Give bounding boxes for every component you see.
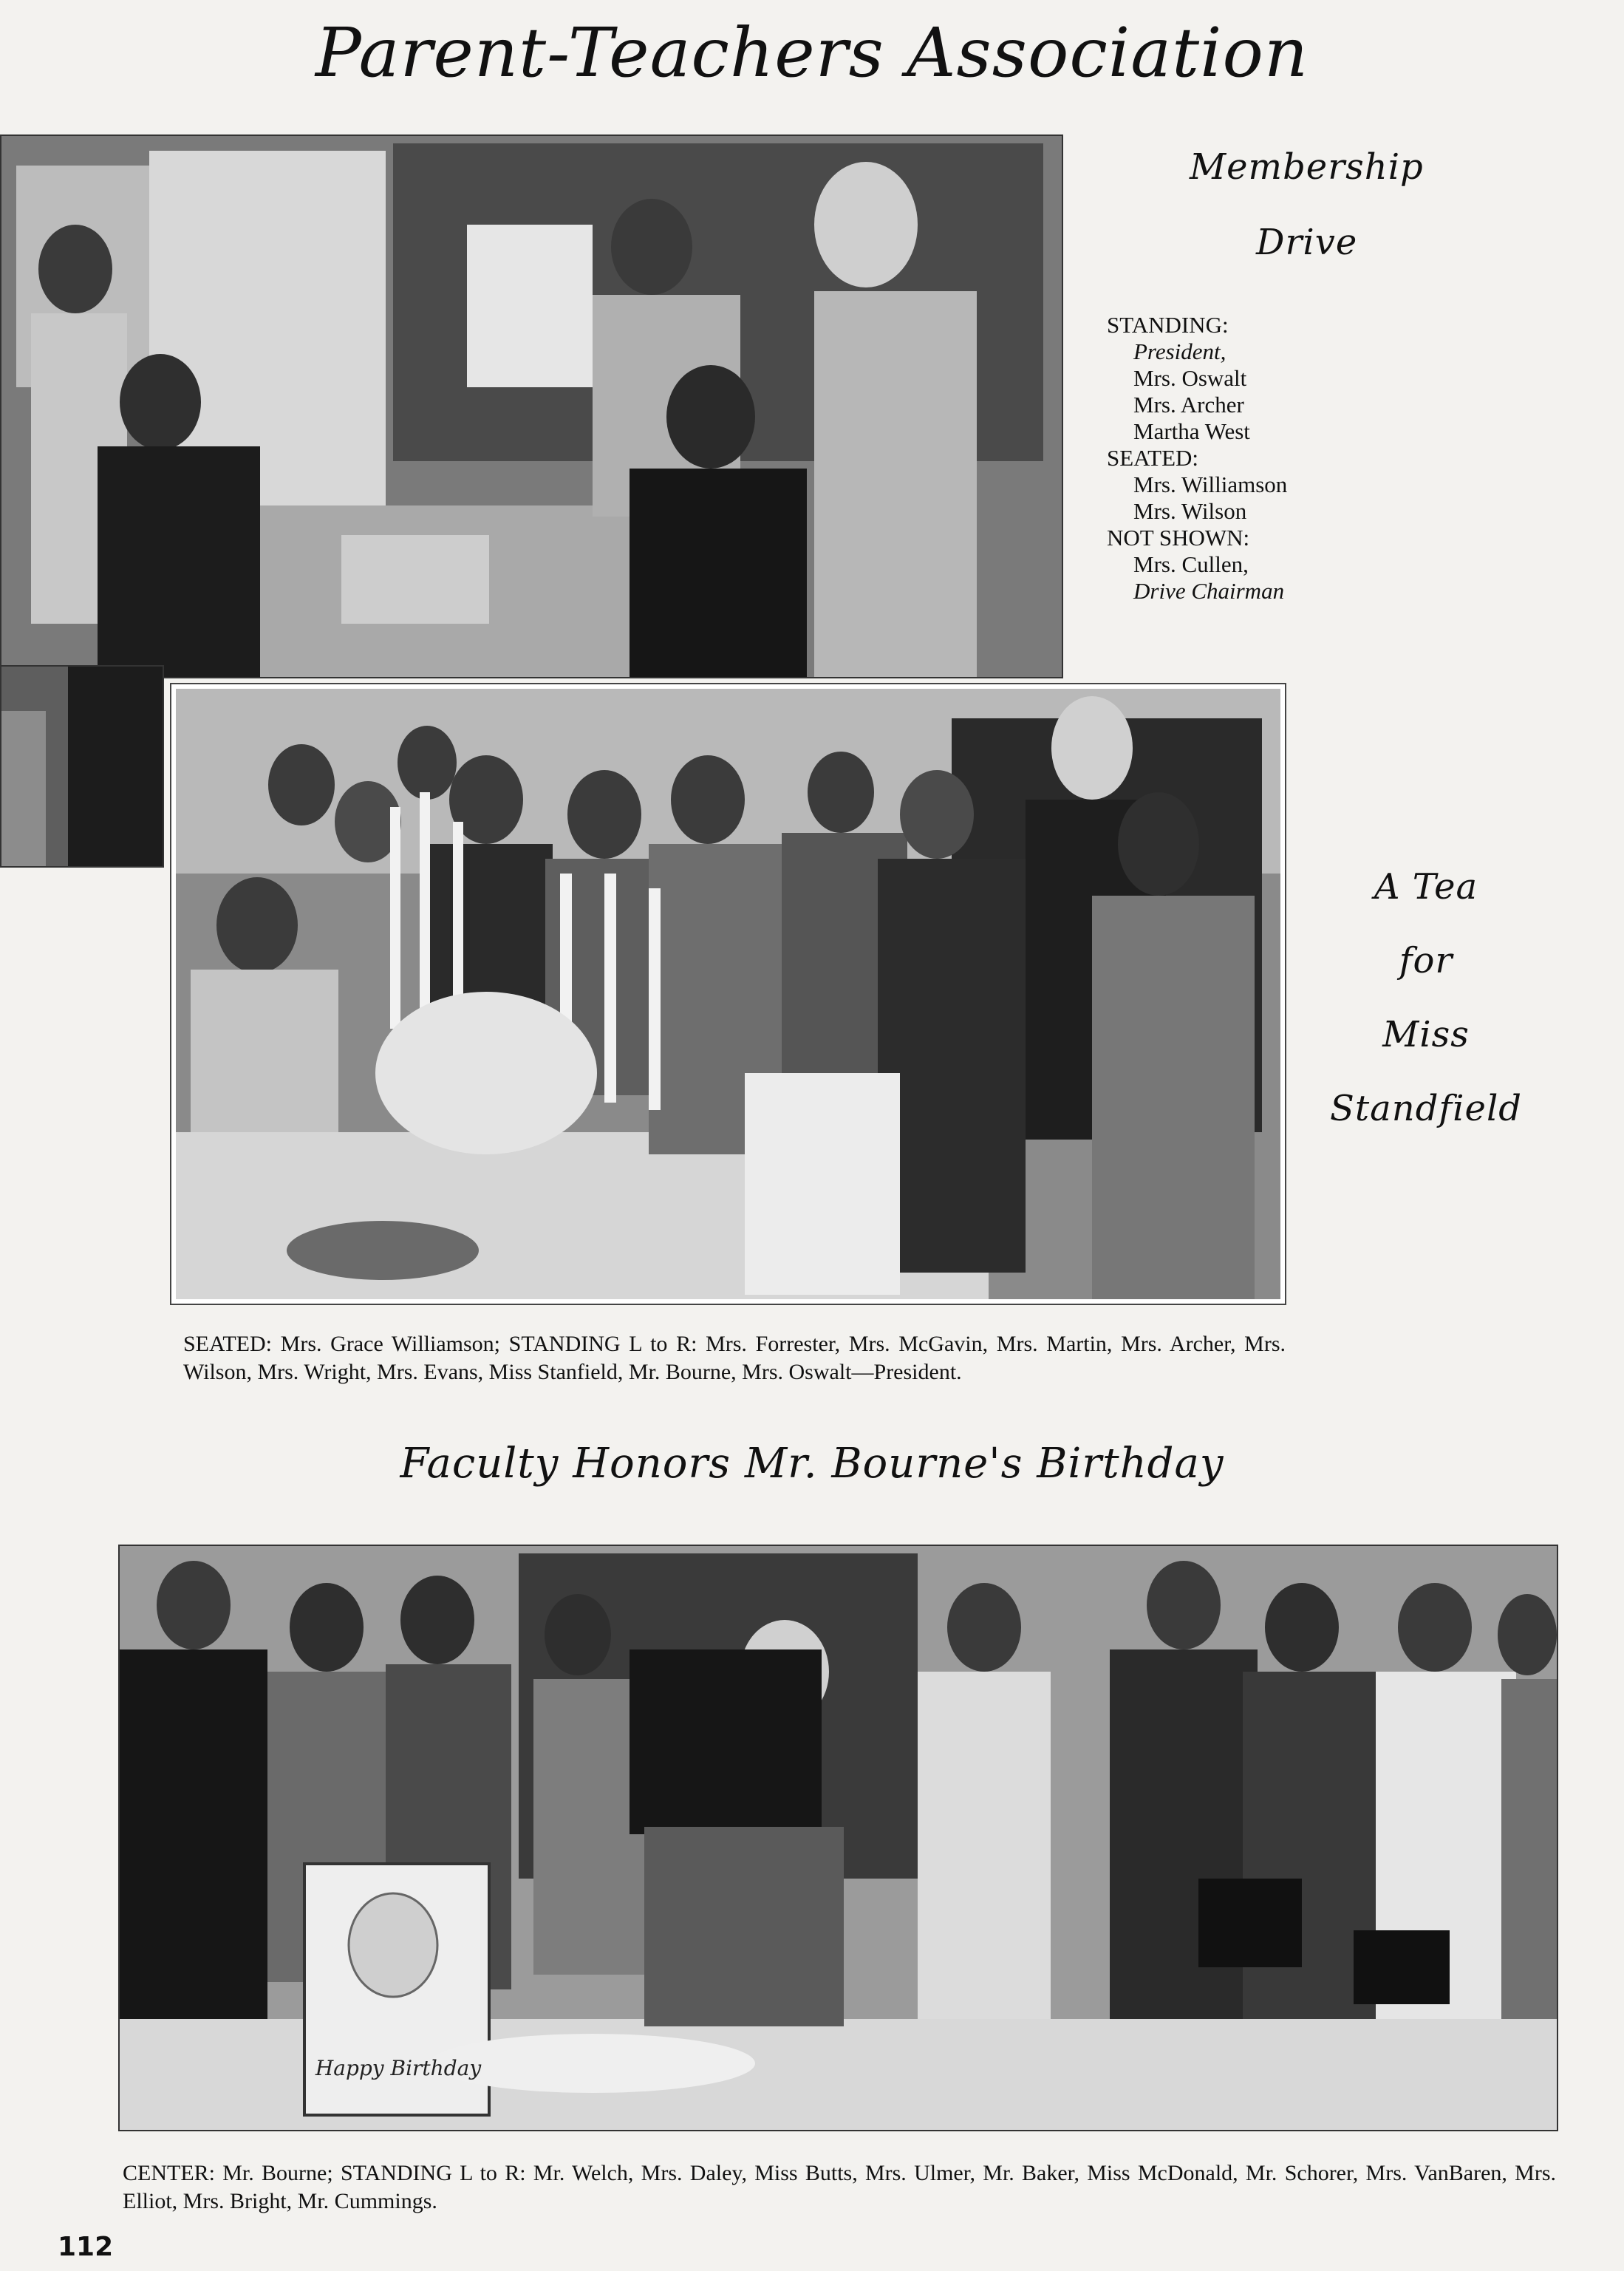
tea-title-line: Miss: [1382, 1014, 1470, 1055]
page-number: 112: [58, 2232, 114, 2262]
membership-title: Membership: [1190, 146, 1424, 188]
membership-drive-photo: [0, 135, 1063, 678]
tea-title-line: A Tea: [1374, 866, 1478, 908]
birthday-caption: CENTER: Mr. Bourne; STANDING L to R: Mr. Welch, Mrs. Daley, Miss Butts, Mrs. Ulmer, Mr. Baker, Miss McDonald, Mr. Schorer, Mrs. VanBaren, Mrs. Elliot, Mrs. Bright, Mr. Cummings.: [123, 2161, 1556, 2213]
membership-line: Mrs. Cullen,: [1133, 551, 1249, 577]
membership-line: Drive Chairman: [1133, 578, 1285, 604]
tea-title-line: Standfield: [1329, 1088, 1523, 1129]
tea-title: [1315, 850, 1537, 1145]
membership-line: Martha West: [1133, 418, 1250, 444]
membership-line: Mrs. Archer: [1133, 392, 1244, 418]
membership-names-list: [1107, 312, 1287, 605]
tea-caption: SEATED: Mrs. Grace Williamson; STANDING L to R: Mrs. Forrester, Mrs. McGavin, Mrs. Martin, Mrs. Archer, Mrs. Wilson, Mrs. Wright, Mrs. Evans, Miss Stanfield, Mr. Bourne, Mrs. Oswalt—President.: [183, 1332, 1286, 1384]
birthday-title: Faculty Honors Mr. Bourne's Birthday: [400, 1440, 1224, 1488]
membership-line: Mrs. Oswalt: [1133, 365, 1247, 391]
membership-line: STANDING:: [1107, 312, 1229, 338]
tea-title-line: for: [1399, 940, 1453, 981]
membership-drive-photo-extension: [0, 665, 164, 868]
membership-line: Mrs. Wilson: [1133, 498, 1247, 524]
tea-photo: [171, 684, 1285, 1304]
happy-birthday-sign-text: Happy Birthday: [315, 2056, 482, 2080]
page-title: Parent-Teachers Association: [315, 13, 1309, 92]
birthday-photo: [118, 1545, 1558, 2131]
membership-subtitle: Drive: [1256, 222, 1358, 263]
membership-line: Mrs. Williamson: [1133, 471, 1288, 497]
membership-line: SEATED:: [1107, 445, 1198, 471]
membership-line: NOT SHOWN:: [1107, 525, 1250, 551]
membership-line: President,: [1133, 338, 1226, 364]
